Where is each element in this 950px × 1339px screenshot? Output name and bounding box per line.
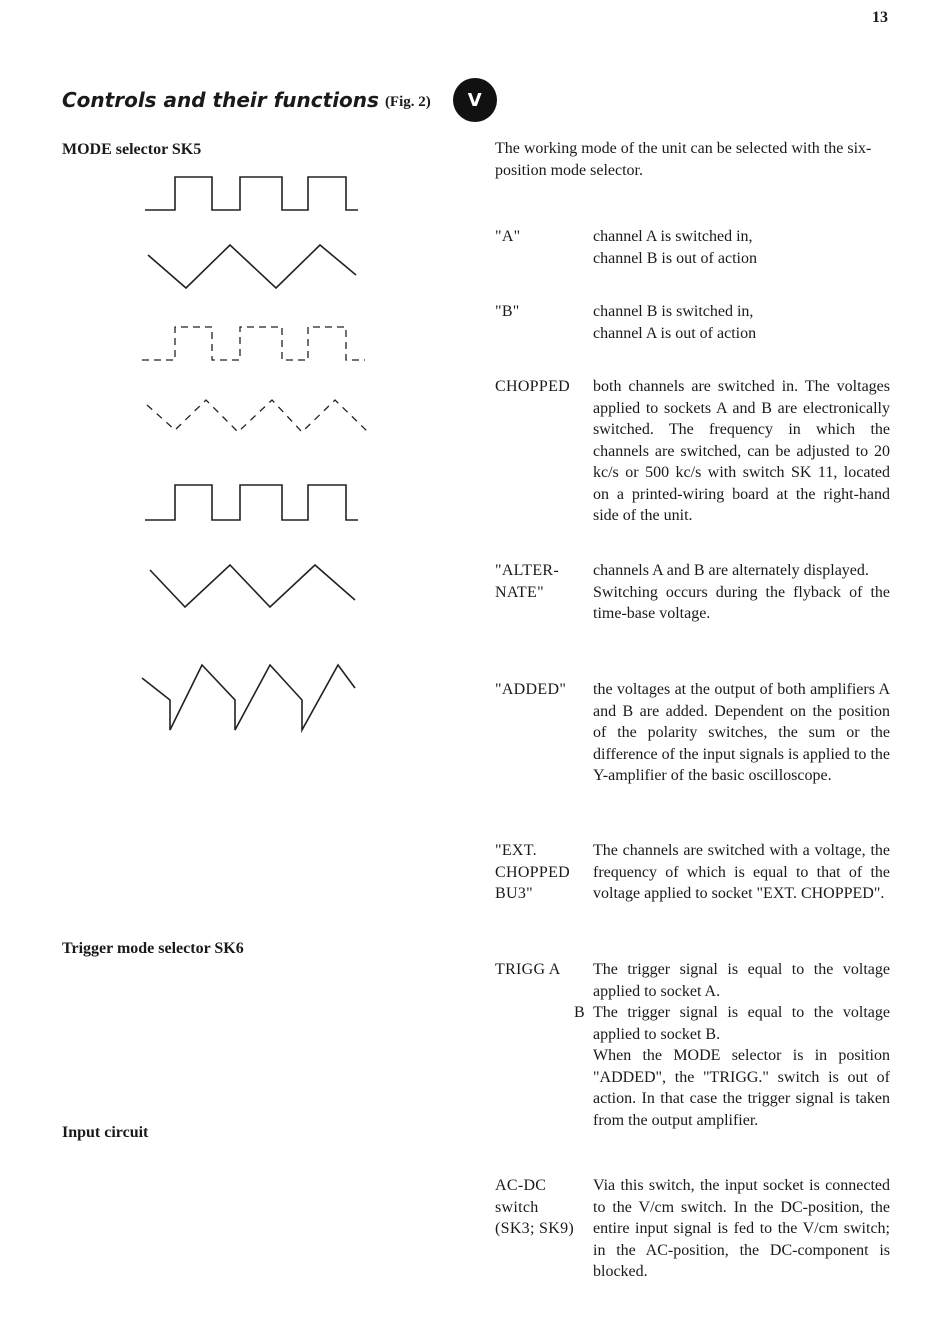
page-title: Controls and their functions	[62, 88, 379, 112]
entry-description-line: Switching occurs during the flyback of the time-base voltage.	[593, 583, 890, 622]
trigger-mode-heading: Trigger mode selector SK6	[62, 940, 244, 957]
entry-description-line: channels A and B are alternately displayed.	[593, 562, 869, 579]
entry-term: B	[574, 1004, 585, 1021]
entry-term: AC-DC switch (SK3; SK9)	[495, 1177, 575, 1237]
page-header	[62, 78, 497, 122]
waveform-diagrams	[130, 160, 380, 760]
triangle-wave-b	[150, 565, 355, 607]
entry-description-line: channel A is switched in,	[593, 228, 753, 245]
entry-chopped	[495, 376, 890, 527]
entry-description	[593, 679, 890, 787]
entry-description	[593, 840, 890, 905]
entry-term: "B"	[495, 303, 520, 320]
entry-description	[593, 1175, 890, 1283]
entry-description	[593, 1002, 890, 1131]
dashed-square-wave	[142, 327, 365, 360]
entry-description	[593, 560, 890, 625]
entry-b	[495, 301, 890, 344]
entry-alternate	[495, 560, 890, 625]
figure-reference: (Fig. 2)	[384, 93, 431, 110]
entry-term: "EXT. CHOPPED BU3"	[495, 842, 571, 902]
input-circuit-heading: Input circuit	[62, 1124, 149, 1141]
entry-a	[495, 226, 890, 269]
entry-term: "ADDED"	[495, 681, 567, 698]
entry-term: "A"	[495, 228, 521, 245]
entry-description	[593, 959, 890, 1002]
entry-description-line: Via this switch, the input socket is connected to the V/cm switch. In the DC-position, the entire input signal is fed to the V/cm switch; in the AC-position, the DC-component is blocked.	[593, 1177, 890, 1280]
section-badge: V	[453, 78, 497, 122]
entry-description-line: channel A is out of action	[593, 324, 757, 342]
entry-trigg-a	[495, 959, 890, 1002]
entry-trigg-b	[495, 1002, 890, 1131]
entry-description-line: The channels are switched with a voltage, the frequency of which is equal to that of the voltage applied to socket "EXT. CHOPPED".	[593, 842, 890, 902]
entry-description-line: the voltages at the output of both amplifiers A and B are added. Dependent on the position of the polarity switches, the sum or the difference of the input signals is applied to the Y-amplifier of the basic oscilloscope.	[593, 681, 890, 784]
entry-added	[495, 679, 890, 787]
dashed-triangle-wave	[147, 400, 368, 432]
triangle-wave-a	[148, 245, 356, 288]
entry-description-line: When the MODE selector is in position "ADDED", the "TRIGG." switch is out of action. In that case the trigger signal is taken from the output amplifier.	[593, 1047, 890, 1129]
entry-term: CHOPPED	[495, 378, 571, 395]
entry-description-line: The trigger signal is equal to the voltage applied to socket A.	[593, 961, 890, 1000]
entry-description-line: channel B is out of action	[593, 249, 757, 267]
added-waveform	[142, 665, 355, 730]
entry-description	[593, 376, 890, 527]
entry-description	[593, 301, 890, 344]
entry-ac-dc	[495, 1175, 890, 1283]
entry-description-line: both channels are switched in. The voltages applied to sockets A and B are electronically switched. The frequency in which the channels are switched, can be adjusted to 20 kc/s or 500 kc/s with switch SK 11, located on a printed-wiring board at the right-hand side of the unit.	[593, 378, 890, 524]
entry-term: "ALTER- NATE"	[495, 562, 560, 601]
square-wave-b	[145, 485, 358, 520]
entry-description	[593, 226, 890, 269]
square-wave-a	[145, 177, 358, 210]
mode-selector-heading: MODE selector SK5	[62, 141, 202, 158]
entry-ext-chopped	[495, 840, 890, 905]
entry-term: TRIGG A	[495, 961, 561, 978]
entry-description-line: The trigger signal is equal to the voltage applied to socket B.	[593, 1004, 890, 1043]
intro-paragraph: The working mode of the unit can be selected with the six-position mode selector.	[495, 140, 872, 179]
page-number: 13	[872, 9, 888, 26]
entry-description-line: channel B is switched in,	[593, 303, 754, 320]
